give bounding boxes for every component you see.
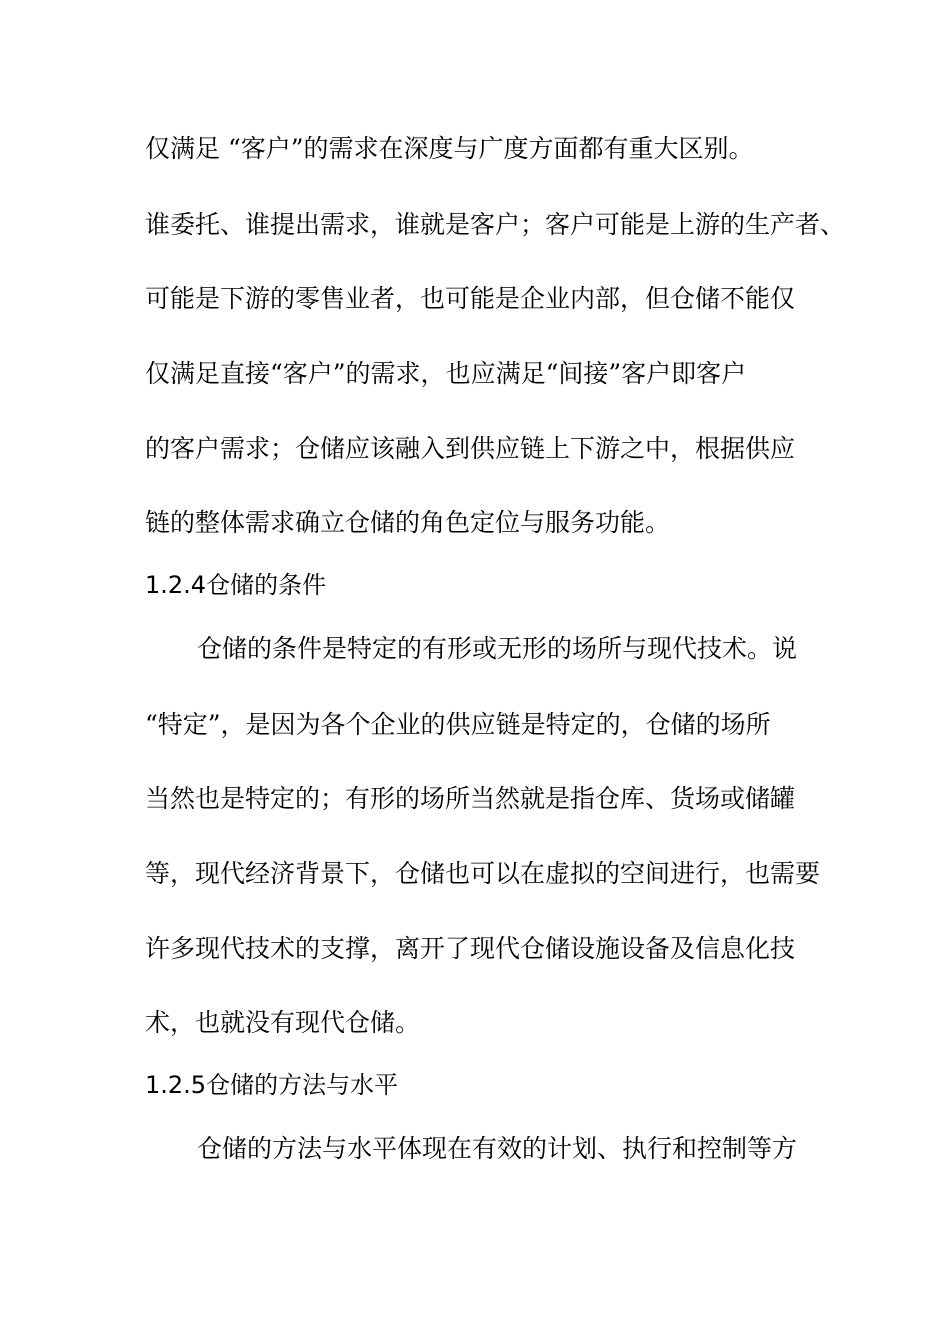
- body-line-5: 的客户需求；仓储应该融入到供应链上下游之中，根据供应: [145, 434, 796, 463]
- section-124-line-1: 仓储的条件是特定的有形或无形的场所与现代技术。说: [197, 634, 798, 663]
- body-line-1: 仅满足 “客户”的需求在深度与广度方面都有重大区别。: [145, 134, 754, 163]
- section-heading-1-2-5: 1.2.5仓储的方法与水平: [145, 1071, 399, 1099]
- section-125-line-1: 仓储的方法与水平体现在有效的计划、执行和控制等方: [197, 1134, 798, 1163]
- body-line-2: 谁委托、谁提出需求，谁就是客户；客户可能是上游的生产者、: [145, 210, 846, 239]
- section-124-line-2: “特定”，是因为各个企业的供应链是特定的，仓储的场所: [145, 710, 771, 739]
- section-heading-1-2-4: 1.2.4仓储的条件: [145, 571, 327, 599]
- section-124-line-3: 当然也是特定的；有形的场所当然就是指仓库、货场或储罐: [145, 784, 796, 813]
- section-124-line-5: 许多现代技术的支撑，离开了现代仓储设施设备及信息化技: [145, 934, 796, 963]
- section-124-line-6: 术，也就没有现代仓储。: [145, 1008, 421, 1037]
- body-line-3: 可能是下游的零售业者，也可能是企业内部，但仓储不能仅: [145, 284, 796, 313]
- section-124-line-4: 等，现代经济背景下，仓储也可以在虚拟的空间进行，也需要: [145, 859, 821, 888]
- body-line-4: 仅满足直接“客户”的需求，也应满足“间接”客户即客户: [145, 359, 747, 388]
- body-line-6: 链的整体需求确立仓储的角色定位与服务功能。: [145, 508, 671, 537]
